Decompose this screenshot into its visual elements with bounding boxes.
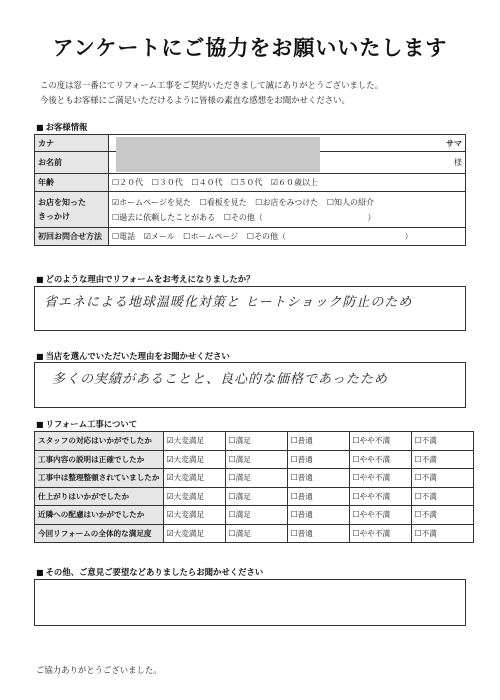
- trigger-label: [35, 192, 109, 228]
- eval-option-label: やや不満: [359, 510, 391, 520]
- eval-option-label: 大変満足: [173, 491, 205, 501]
- checkbox-icon: ☐: [183, 232, 191, 241]
- customer-info-heading: ■ お客様情報: [36, 122, 88, 132]
- checkbox-icon: ☐: [228, 473, 236, 483]
- checkbox-icon: ☐: [290, 436, 298, 446]
- eval-option-dissatisfied[interactable]: [411, 450, 473, 469]
- eval-table: [34, 431, 474, 543]
- trigger-option-signboard[interactable]: ☐看板を見た: [199, 197, 247, 207]
- eval-option-somewhat-dissatisfied[interactable]: [349, 469, 411, 488]
- eval-option-dissatisfied[interactable]: [411, 469, 473, 488]
- other-answer-box[interactable]: [34, 579, 466, 626]
- eval-option-satisfied[interactable]: [225, 487, 287, 506]
- checkbox-checked-icon: ☑: [166, 454, 174, 464]
- age-label: 年齢: [35, 174, 109, 192]
- eval-option-somewhat-dissatisfied[interactable]: [349, 506, 411, 525]
- eval-heading: ■ リフォーム工事について: [36, 419, 138, 429]
- eval-option-dissatisfied[interactable]: [411, 487, 473, 506]
- eval-question: スタッフの対応はいかがでしたか: [35, 432, 164, 451]
- eval-option-label: 普通: [297, 436, 313, 446]
- name-suffix: 様: [454, 158, 462, 167]
- q2-heading: ■ 当店を選んでいただいた理由をお聞かせください: [36, 351, 230, 361]
- checkbox-checked-icon: ☑: [166, 510, 174, 520]
- age-option-30s[interactable]: ☐３０代: [151, 178, 183, 187]
- eval-option-label: やや不満: [359, 436, 391, 446]
- eval-option-satisfied[interactable]: [225, 469, 287, 488]
- redacted-name-block: [116, 137, 320, 172]
- footer-thanks: ご協力ありがとうございました。: [36, 665, 162, 675]
- eval-option-label: 大変満足: [173, 454, 205, 464]
- eval-option-label: やや不満: [359, 491, 391, 501]
- square-bullet-icon: ■: [36, 275, 44, 284]
- contact-option-email[interactable]: ☑メール: [143, 232, 175, 241]
- kana-suffix: サマ: [446, 138, 462, 148]
- eval-option-label: やや不満: [359, 473, 391, 483]
- eval-option-label: 不満: [421, 491, 437, 501]
- eval-option-label: 満足: [235, 473, 251, 483]
- eval-option-neutral[interactable]: [287, 450, 349, 469]
- eval-option-satisfied[interactable]: [225, 432, 287, 451]
- eval-question: 今回リフォームの全体的な満足度: [35, 524, 164, 543]
- eval-option-label: 大変満足: [173, 436, 205, 446]
- age-option-50s[interactable]: ☐５０代: [231, 178, 263, 187]
- checkbox-icon: ☐: [290, 510, 298, 520]
- eval-question: 工事内容の説明は正確でしたか: [35, 450, 164, 469]
- age-options: [109, 174, 466, 192]
- eval-option-satisfied[interactable]: [225, 506, 287, 525]
- contact-option-phone[interactable]: ☐電話: [112, 232, 136, 241]
- checkbox-icon: ☐: [414, 528, 422, 538]
- eval-option-label: 大変満足: [173, 473, 205, 483]
- square-bullet-icon: ■: [36, 352, 44, 361]
- eval-option-somewhat-dissatisfied[interactable]: [349, 450, 411, 469]
- checkbox-icon: ☐: [112, 212, 120, 222]
- checkbox-icon: ☐: [246, 232, 255, 241]
- checkbox-icon: ☐: [290, 528, 298, 538]
- page-title: アンケートにご協力をお願いいたします: [52, 36, 448, 60]
- trigger-option-homepage[interactable]: ☑ホームページを見た: [112, 197, 192, 207]
- eval-option-label: 普通: [297, 510, 313, 520]
- kana-label: カナ: [35, 135, 109, 152]
- eval-option-neutral[interactable]: [287, 524, 349, 543]
- eval-option-dissatisfied[interactable]: [411, 524, 473, 543]
- eval-option-dissatisfied[interactable]: [411, 432, 473, 451]
- other-heading: ■ その他、ご意見ご要望などありましたらお聞かせください: [36, 567, 264, 577]
- contact-other-close: ）: [404, 232, 413, 241]
- trigger-other-close: ）: [367, 212, 376, 222]
- intro-line-1: この度は窓一番にてリフォーム工事をご契約いただきまして誠にありがとうございました。: [40, 80, 383, 90]
- contact-option-other[interactable]: ☐その他（: [246, 232, 287, 241]
- trigger-option-other[interactable]: ☐その他（: [223, 212, 263, 222]
- checkbox-icon: ☐: [352, 510, 360, 520]
- trigger-option-found-store[interactable]: ☐お店をみつけた: [255, 197, 319, 207]
- checkbox-icon: ☐: [112, 232, 120, 241]
- eval-option-label: 普通: [297, 491, 313, 501]
- eval-row: [35, 469, 474, 488]
- name-label: お名前: [35, 152, 109, 174]
- checkbox-icon: ☐: [228, 510, 236, 520]
- checkbox-checked-icon: ☑: [143, 232, 151, 241]
- checkbox-icon: ☐: [199, 197, 207, 207]
- eval-row: [35, 524, 474, 543]
- checkbox-icon: ☐: [228, 491, 236, 501]
- checkbox-checked-icon: ☑: [270, 178, 279, 187]
- trigger-options: [109, 192, 466, 228]
- eval-option-somewhat-dissatisfied[interactable]: [349, 487, 411, 506]
- q1-heading: ■ どのような理由でリフォームをお考えになりましたか？: [36, 274, 255, 284]
- checkbox-icon: ☐: [290, 473, 298, 483]
- checkbox-icon: ☐: [414, 491, 422, 501]
- checkbox-icon: ☐: [151, 178, 159, 187]
- age-option-40s[interactable]: ☐４０代: [191, 178, 223, 187]
- eval-option-very-satisfied[interactable]: [163, 506, 225, 525]
- checkbox-icon: ☐: [231, 178, 239, 187]
- square-bullet-icon: ■: [36, 123, 44, 132]
- contact-label: 初回お問合せ方法: [35, 228, 109, 246]
- checkbox-icon: ☐: [112, 178, 120, 187]
- eval-option-neutral[interactable]: [287, 432, 349, 451]
- eval-option-satisfied[interactable]: [225, 450, 287, 469]
- trigger-label-line-2: きっかけ: [38, 211, 70, 221]
- eval-option-label: 普通: [297, 473, 313, 483]
- eval-option-very-satisfied[interactable]: [163, 487, 225, 506]
- eval-option-dissatisfied[interactable]: [411, 506, 473, 525]
- eval-row: [35, 432, 474, 451]
- checkbox-icon: ☐: [290, 491, 298, 501]
- checkbox-icon: ☐: [191, 178, 199, 187]
- eval-option-somewhat-dissatisfied[interactable]: [349, 524, 411, 543]
- eval-option-label: 満足: [235, 491, 251, 501]
- q1-answer: 省エネによる地球温暖化対策と ヒートショック防止のため: [44, 295, 413, 310]
- age-option-20s[interactable]: ☐２０代: [112, 178, 144, 187]
- checkbox-icon: ☐: [414, 436, 422, 446]
- checkbox-icon: ☐: [228, 436, 236, 446]
- eval-option-very-satisfied[interactable]: [163, 432, 225, 451]
- eval-option-neutral[interactable]: [287, 506, 349, 525]
- eval-option-satisfied[interactable]: [225, 524, 287, 543]
- checkbox-icon: ☐: [352, 528, 360, 538]
- checkbox-checked-icon: ☑: [166, 491, 174, 501]
- checkbox-icon: ☐: [223, 212, 231, 222]
- checkbox-icon: ☐: [352, 473, 360, 483]
- eval-option-label: 不満: [421, 528, 437, 538]
- eval-option-neutral[interactable]: [287, 487, 349, 506]
- eval-row: [35, 487, 474, 506]
- checkbox-icon: ☐: [414, 510, 422, 520]
- eval-option-label: 普通: [297, 454, 313, 464]
- eval-option-somewhat-dissatisfied[interactable]: [349, 432, 411, 451]
- contact-options: [109, 228, 466, 246]
- eval-question: 工事中は整理整頓されていましたか: [35, 469, 164, 488]
- eval-option-label: 不満: [421, 473, 437, 483]
- eval-option-neutral[interactable]: [287, 469, 349, 488]
- eval-option-label: やや不満: [359, 454, 391, 464]
- checkbox-icon: ☐: [228, 528, 236, 538]
- square-bullet-icon: ■: [36, 568, 44, 577]
- checkbox-checked-icon: ☑: [166, 473, 174, 483]
- eval-question: 近隣への配慮はいかがでしたか: [35, 506, 164, 525]
- eval-option-label: 満足: [235, 436, 251, 446]
- eval-option-label: 満足: [235, 510, 251, 520]
- eval-question: 仕上がりはいかがでしたか: [35, 487, 164, 506]
- checkbox-icon: ☐: [352, 454, 360, 464]
- eval-option-label: 普通: [297, 528, 313, 538]
- trigger-label-line-1: お店を知った: [38, 197, 86, 207]
- eval-option-label: やや不満: [359, 528, 391, 538]
- checkbox-checked-icon: ☑: [166, 436, 174, 446]
- eval-option-label: 満足: [235, 454, 251, 464]
- q2-answer: 多くの実績があることと、良心的な価格であったため: [52, 372, 388, 387]
- checkbox-checked-icon: ☑: [166, 528, 174, 538]
- checkbox-icon: ☐: [352, 436, 360, 446]
- eval-row: [35, 506, 474, 525]
- intro-line-2: 今後ともお客様にご満足いただけるように皆様の素直な感想をお聞かせください。: [40, 95, 350, 105]
- eval-option-label: 大変満足: [173, 510, 205, 520]
- contact-option-homepage[interactable]: ☐ホームページ: [183, 232, 239, 241]
- eval-option-label: 満足: [235, 528, 251, 538]
- checkbox-icon: ☐: [414, 473, 422, 483]
- age-option-60plus[interactable]: ☑６０歳以上: [270, 178, 319, 187]
- eval-option-label: 不満: [421, 454, 437, 464]
- eval-option-very-satisfied[interactable]: [163, 450, 225, 469]
- checkbox-icon: ☐: [255, 197, 263, 207]
- trigger-option-past-request[interactable]: ☐過去に依頼したことがある: [112, 212, 216, 222]
- checkbox-checked-icon: ☑: [112, 197, 120, 207]
- checkbox-icon: ☐: [228, 454, 236, 464]
- eval-option-very-satisfied[interactable]: [163, 469, 225, 488]
- eval-option-label: 不満: [421, 510, 437, 520]
- square-bullet-icon: ■: [36, 420, 44, 429]
- trigger-option-referral[interactable]: ☐知人の紹介: [326, 197, 375, 207]
- checkbox-icon: ☐: [352, 491, 360, 501]
- eval-row: [35, 450, 474, 469]
- checkbox-icon: ☐: [290, 454, 298, 464]
- eval-option-label: 不満: [421, 436, 437, 446]
- eval-option-very-satisfied[interactable]: [163, 524, 225, 543]
- checkbox-icon: ☐: [414, 454, 422, 464]
- eval-option-label: 大変満足: [173, 528, 205, 538]
- checkbox-icon: ☐: [326, 197, 335, 207]
